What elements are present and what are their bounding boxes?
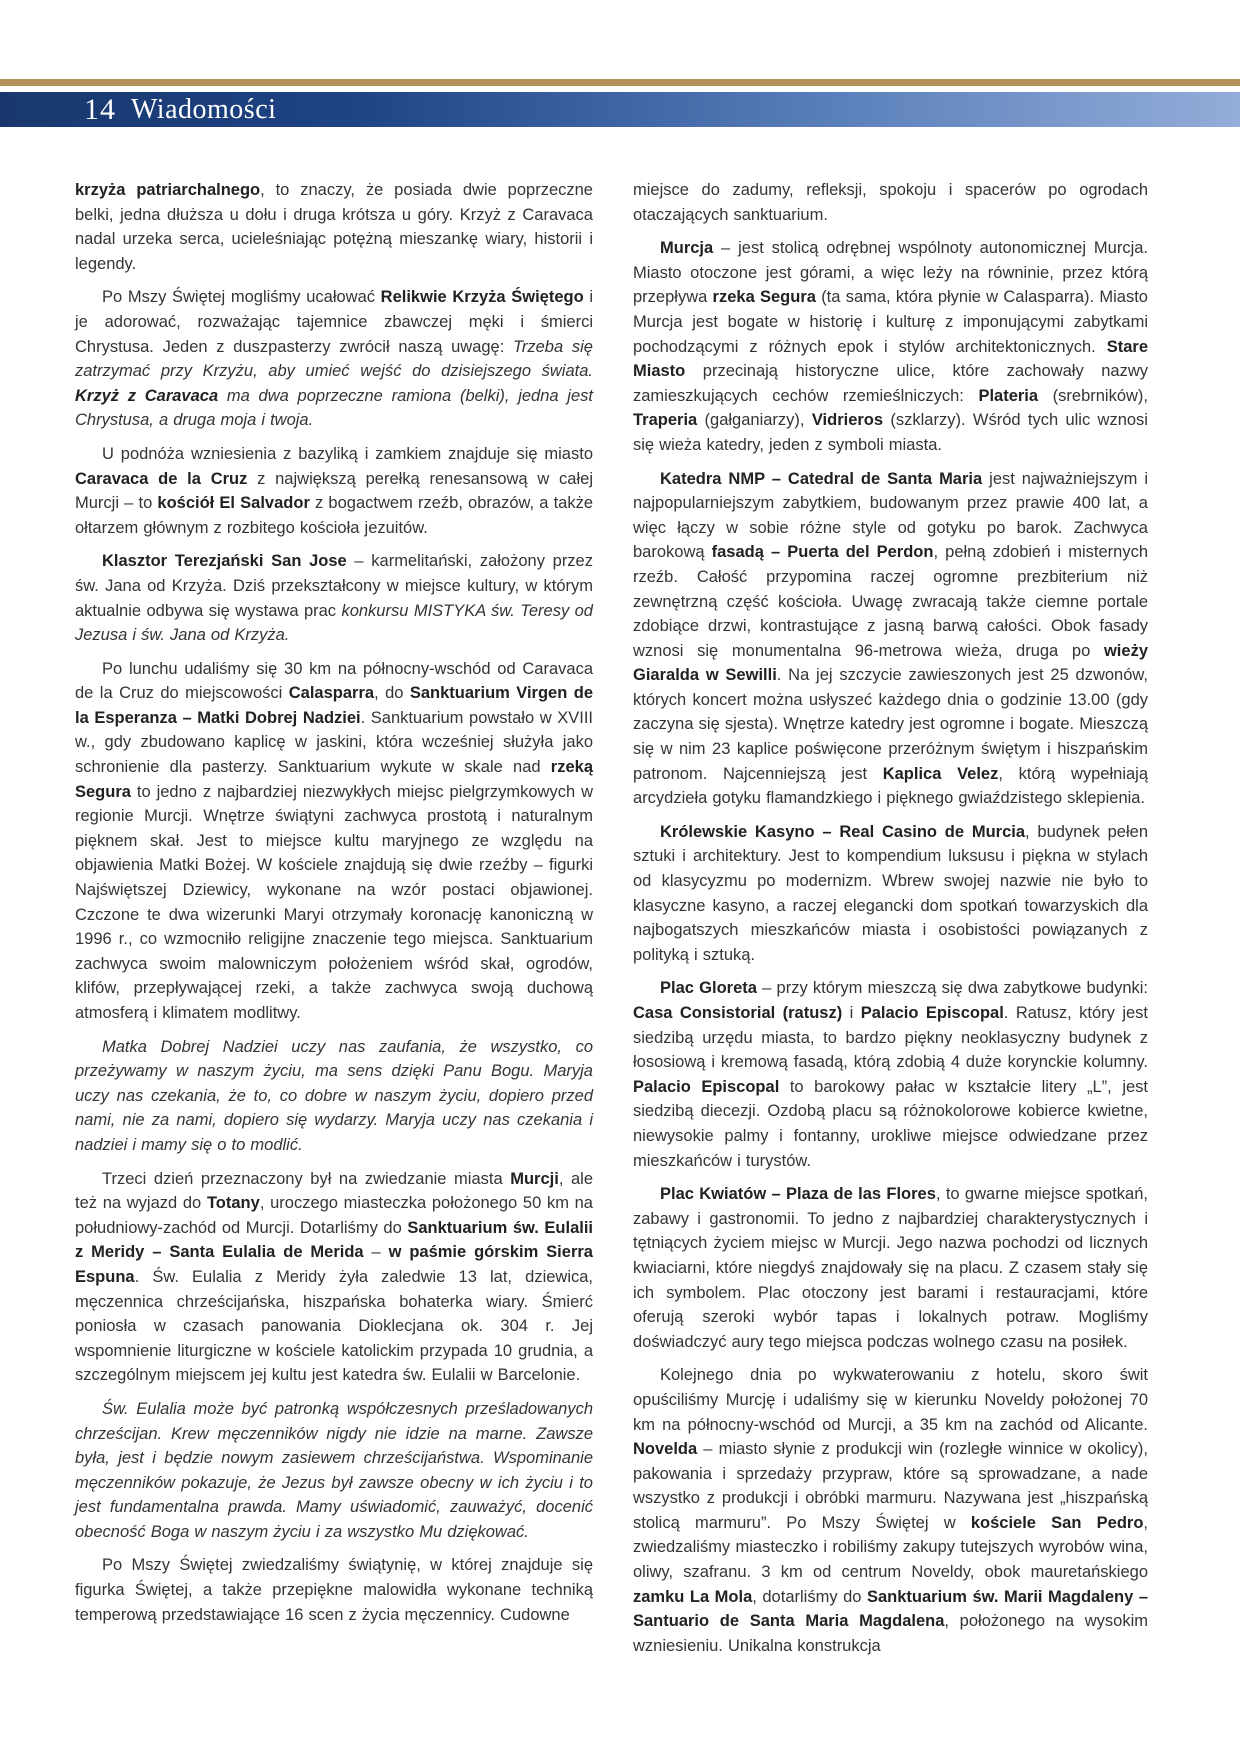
text-run: Stare Miasto <box>633 337 1148 381</box>
text-run: rzeka Segura <box>712 288 816 307</box>
text-run: Plac Gloreta <box>660 979 757 998</box>
text-run: Św. Eulalia może być patronką współczesnych prześladowanych chrześcijan. Krew męczenników nigdy nie idzie na marne. Zawsze była, jest i będzie nowym zasiewem chrześcijaństwa. Wspominanie męczenników pokazuje, że Jezus był zawsze obecny w ich życiu i to jest fundamentalna prawda. Mamy uświadomić, zauważyć, docenić obecność Boga w naszym życiu i za wszystko Mu dziękować. <box>75 1399 593 1541</box>
paragraph <box>75 285 593 433</box>
text-run: Palacio Episcopal <box>860 1004 1004 1022</box>
text-run: Trzeci dzień przeznaczony był na zwiedzanie miasta <box>102 1169 511 1188</box>
text-run: Murcji <box>510 1169 559 1188</box>
text-run: . Na jej szczycie zawieszonych jest 25 dzwonów, których koncert można usłyszeć każdego dnia o godzinie 13.00 (gdy zaczyna się sjesta). Wnętrze katedry jest ogromne i bogate. Mieszczą się w nim 23 kaplice poświęcone przeróżnym świętym i hiszpańskim patronom. Najcenniejszą jest <box>633 666 1149 783</box>
text-run: Kaplica Velez <box>882 764 999 783</box>
text-run: w paśmie górskim Sierra Espuna <box>75 1243 593 1286</box>
text-run: Novelda <box>633 1440 698 1459</box>
paragraph <box>633 976 1148 1173</box>
text-run: przecinają historyczne ulice, które zachowały nazwy zamieszkujących cechów rzemieślniczych: <box>633 362 1148 405</box>
paragraph <box>633 467 1148 811</box>
text-run: , to gwarne miejsce spotkań, zabawy i gastronomii. To jedno z najbardziej charakterystycznych i tętniących życiem miejsc w Murcji. Jego nazwa pochodzi od licznych kwiaciarni, które niegdyś znajdowały się na placu. Z czasem stały się ich symbolem. Plac otoczony jest barami i restauracjami, które oferują szeroki wybór tapas i lokalnych potraw. Mogliśmy doświadczyć aury tego miejsca podczas wolnego czasu na posiłek. <box>633 1185 1148 1351</box>
text-run: Plac Kwiatów – Plaza de las Flores <box>660 1185 936 1204</box>
text-run: z największą perełką renesansową w całej Murcji – to <box>75 469 593 513</box>
text-run: (szklarzy). Wśród tych ulic wznosi się wieża katedry, jeden z symboli miasta. <box>633 411 1148 454</box>
text-run: to jedno z najbardziej niezwykłych miejsc pielgrzymkowych w regionie Murcji. Wnętrze świątyni zachwyca prostotą i naturalnym pięknem skał. Jest to miejsce kultu maryjnego ze względu na objawienia Matki Bożej. W kościele znajdują się dwie rzeźby – figurki Najświętszej Dziewicy, wykonane na wzór postaci objawionej. Czczone te dwa wizerunki Maryi otrzymały koronację kanoniczną w 1996 r., co wzmocniło religijne znaczenie tego miejsca. Sanktuarium zachwyca swoim malowniczym położeniem wśród skał, ogrodów, klifów, przepływającej rzeki, a także zachwyca swoją duchową atmosferą i klimatem modlitwy. <box>75 782 593 1022</box>
text-run: – karmelitański, założony przez św. Jana od Krzyża. Dziś przekształcony w miejsce kultury, w którym aktualnie odbywa się wystawa prac <box>75 552 593 620</box>
paragraph <box>75 178 593 276</box>
text-run: , położonego na wysokim wzniesieniu. Unikalna konstrukcja <box>633 1612 1148 1655</box>
text-run: , to znaczy, że posiada dwie poprzeczne belki, jedna dłuższa u dołu i druga krótsza u góry. Krzyż z Caravaca nadal urzeka serca, ucieleśniając potężną mieszankę wiary, historii i legendy. <box>75 181 593 273</box>
paragraph <box>633 820 1148 968</box>
article-right-column <box>633 178 1148 1667</box>
text-run: Relikwie Krzyża Świętego <box>380 288 584 307</box>
text-run: Krzyż z Caravaca <box>75 386 219 405</box>
text-run: Calasparra <box>288 684 375 703</box>
text-run: konkursu MISTYKA św. Teresy od Jezusa i św. Jana od Krzyża. <box>75 601 593 645</box>
text-run: (srebrników), <box>1038 386 1148 405</box>
text-run: , zwiedzaliśmy miasteczko i robiliśmy zakupy tutejszych wyrobów wina, oliwy, szafranu. 3 km od centrum Noveldy, obok mauretańskiego <box>633 1513 1148 1582</box>
text-run: (gałganiarzy), <box>697 411 812 430</box>
text-run: Sanktuarium św. Marii Magdaleny – Santuario de Santa Maria Magdalena <box>633 1587 1148 1631</box>
text-run: Traperia <box>633 411 698 430</box>
text-run: Plateria <box>978 386 1039 405</box>
text-run: , do <box>374 684 410 703</box>
paragraph <box>633 1182 1148 1354</box>
text-run: Po Mszy Świętej mogliśmy ucałować <box>102 288 381 307</box>
text-run: , dotarliśmy do <box>752 1587 867 1606</box>
text-run: . Sanktuarium powstało w XVIII w., gdy zbudowano kaplicę w jaskini, która wcześniej służyła jako schronienie dla pasterzy. Sanktuarium wykute w skale nad <box>75 708 593 777</box>
section-title: Wiadomości <box>131 93 277 125</box>
text-run: Po lunchu udaliśmy się 30 km na północny-wschód od Caravaca de la Cruz do miejscowości <box>75 659 593 703</box>
text-run: Totany <box>206 1194 260 1213</box>
text-run: kościele San Pedro <box>970 1513 1144 1532</box>
text-run: Po Mszy Świętej zwiedzaliśmy świątynię, w której znajduje się figurka Świętej, a także przepiękne malowidła wykonane techniką temperową przedstawiające 16 scen z życia męczennicy. Cudowne <box>75 1556 593 1624</box>
text-run: – <box>363 1243 389 1262</box>
text-run: , którą wypełniają arcydzieła gotyku flamandzkiego i pięknego gwiaździstego sklepienia. <box>633 764 1149 808</box>
page-number: 14 <box>84 92 116 126</box>
text-run: to barokowy pałac w kształcie litery „L”, jest siedzibą diecezji. Ozdobą placu są różnokolorowe kobierce kwietne, niewysokie palmy i fontanny, urokliwe miejsce odwiedzane przez mieszkańców i turystów. <box>633 1077 1148 1170</box>
text-run: . Ratusz, który jest siedzibą urzędu miasta, to bardzo piękny neoklasyczny budynek z łososiową i kremową fasadą, którą zdobią 4 duże korynckie kolumny. <box>633 1004 1148 1072</box>
text-run: Trzeba się zatrzymać przy Krzyżu, aby umieć wejść do dzisiejszego świata. <box>75 337 593 381</box>
text-run: (ta sama, która płynie w Calasparra). Miasto Murcja jest bogate w historię i kulturę z imponującymi zabytkami pochodzącymi z różnych epok i stylów architektonicznych. <box>633 288 1148 356</box>
text-run: Sanktuarium św. Eulalii z Meridy – Santa Eulalia de Merida <box>75 1218 593 1262</box>
article-left-column <box>75 178 593 1636</box>
text-run: . Św. Eulalia z Meridy żyła zaledwie 13 lat, dziewica, męczennica chrześcijańska, hiszpańska bohaterka wiary. Śmierć poniosła w czasach panowania Dioklecjana ok. 304 r. Jej wspomnienie liturgiczne w kościele katolickim przypada 10 grudnia, a szczególnym miejscem jej kultu jest katedra św. Eulalii w Barcelonie. <box>75 1267 593 1385</box>
text-run: Matka Dobrej Nadziei uczy nas zaufania, że wszystko, co przeżywamy w naszym życiu, ma sens dzięki Panu Bogu. Maryja uczy nas czekania, że to, co dobre w naszym życiu, dopiero przed nami, nie za nami, dopiero się wydarzy. Maryja uczy nas czekania i nadziei i mamy się o to modlić. <box>75 1037 593 1154</box>
paragraph <box>633 1363 1148 1658</box>
page-header <box>0 92 1240 127</box>
paragraph <box>75 442 593 540</box>
text-run: kościół El Salvador <box>157 494 310 513</box>
text-run: Murcja <box>660 239 714 258</box>
text-run: fasadą – Puerta del Perdon <box>711 543 934 562</box>
text-run: , ale też na wyjazd do <box>75 1169 594 1213</box>
text-run: – miasto słynie z produkcji win (rozległe winnice w okolicy), pakowania i sprzedaży przypraw, które są sprowadzane, a nade wszystko z produkcji i obróbki marmuru. Nazywana jest „hiszpańską stolicą marmuru”. Po Mszy Świętej w <box>633 1440 1148 1532</box>
paragraph <box>633 236 1148 457</box>
text-run: rzeką Segura <box>75 758 593 801</box>
text-run: , budynek pełen sztuki i architektury. Jest to kompendium luksusu i piękna w stylach od klasycyzmu po modernizm. Wbrew swojej nazwie nie było to klasyczne kasyno, a raczej elegancki dom spotkań towarzyskich dla najbogatszych mieszkańców miasta i osobistości powiązanych z polityką i sztuką. <box>633 822 1148 964</box>
text-run: Caravaca de la Cruz <box>75 469 248 488</box>
gold-divider-bar <box>0 79 1240 86</box>
text-run: – jest stolicą odrębnej wspólnoty autonomicznej Murcja. Miasto otoczone jest górami, a więc leży na równinie, przez którą przepływa <box>633 239 1148 307</box>
text-run: Kolejnego dnia po wykwaterowaniu z hotelu, skoro świt opuściliśmy Murcję i udaliśmy się w kierunku Noveldy położonej 70 km na północny-wschód od Murcji, a 35 km na zachód od Alicante. <box>633 1366 1148 1434</box>
text-run: Casa Consistorial (ratusz) <box>633 1004 843 1022</box>
text-run: jest najważniejszym i najpopularniejszym zabytkiem, budowanym przez prawie 400 lat, a więc łączy w sobie różne style od gotyku po barok. Zachwyca barokową <box>633 469 1148 562</box>
paragraph <box>75 1167 593 1388</box>
text-run: U podnóża wzniesienia z bazyliką i zamkiem znajduje się miasto <box>102 444 593 463</box>
text-run: Królewskie Kasyno – Real Casino de Murcia <box>660 822 1026 841</box>
text-run: ma dwa poprzeczne ramiona (belki), jedna jest Chrystusa, a druga moja i twoja. <box>75 386 593 430</box>
text-run: wieży Giaralda w Sewilli <box>633 641 1148 685</box>
text-run: miejsce do zadumy, refleksji, spokoju i spacerów po ogrodach otaczających sanktuarium. <box>633 181 1148 224</box>
text-run: Klasztor Terezjański San Jose <box>102 552 347 571</box>
text-run: Katedra NMP – Catedral de Santa Maria <box>660 469 983 488</box>
text-run: – przy którym mieszczą się dwa zabytkowe budynki: <box>756 979 1148 998</box>
text-run: Palacio Episcopal <box>633 1077 780 1096</box>
text-run: z bogactwem rzeźb, obrazów, a także ołtarzem głównym z rozbitego kościoła jezuitów. <box>75 494 594 537</box>
text-run: , pełną zdobień i misternych rzeźb. Całość przypomina raczej ogromne prezbiterium niż zewnętrzną część kościoła. Uwagę zwracają także ciemne portale zdobiące drzwi, kontrastujące z jasną barwą całości. Obok fasady wznosi się monumentalna 96-metrowa wieża, druga po <box>633 543 1148 660</box>
paragraph <box>633 178 1148 227</box>
paragraph <box>75 549 593 647</box>
text-run: Vidrieros <box>811 411 884 430</box>
paragraph <box>75 1035 593 1158</box>
text-run: zamku La Mola <box>633 1587 753 1606</box>
paragraph <box>75 1397 593 1545</box>
text-run: i <box>842 1004 861 1022</box>
text-run: Sanktuarium Virgen de la Esperanza – Matki Dobrej Nadziei <box>75 684 593 727</box>
text-run: , uroczego miasteczka położonego 50 km na południowy-zachód od Murcji. Dotarliśmy do <box>75 1194 593 1237</box>
text-run: krzyża patriarchalnego <box>75 181 261 199</box>
text-run: i je adorować, rozważając tajemnice zbawczej męki i śmierci Chrystusa. Jeden z duszpasterzy zwrócił naszą uwagę: <box>75 288 594 356</box>
paragraph <box>75 1553 593 1627</box>
paragraph <box>75 657 593 1026</box>
